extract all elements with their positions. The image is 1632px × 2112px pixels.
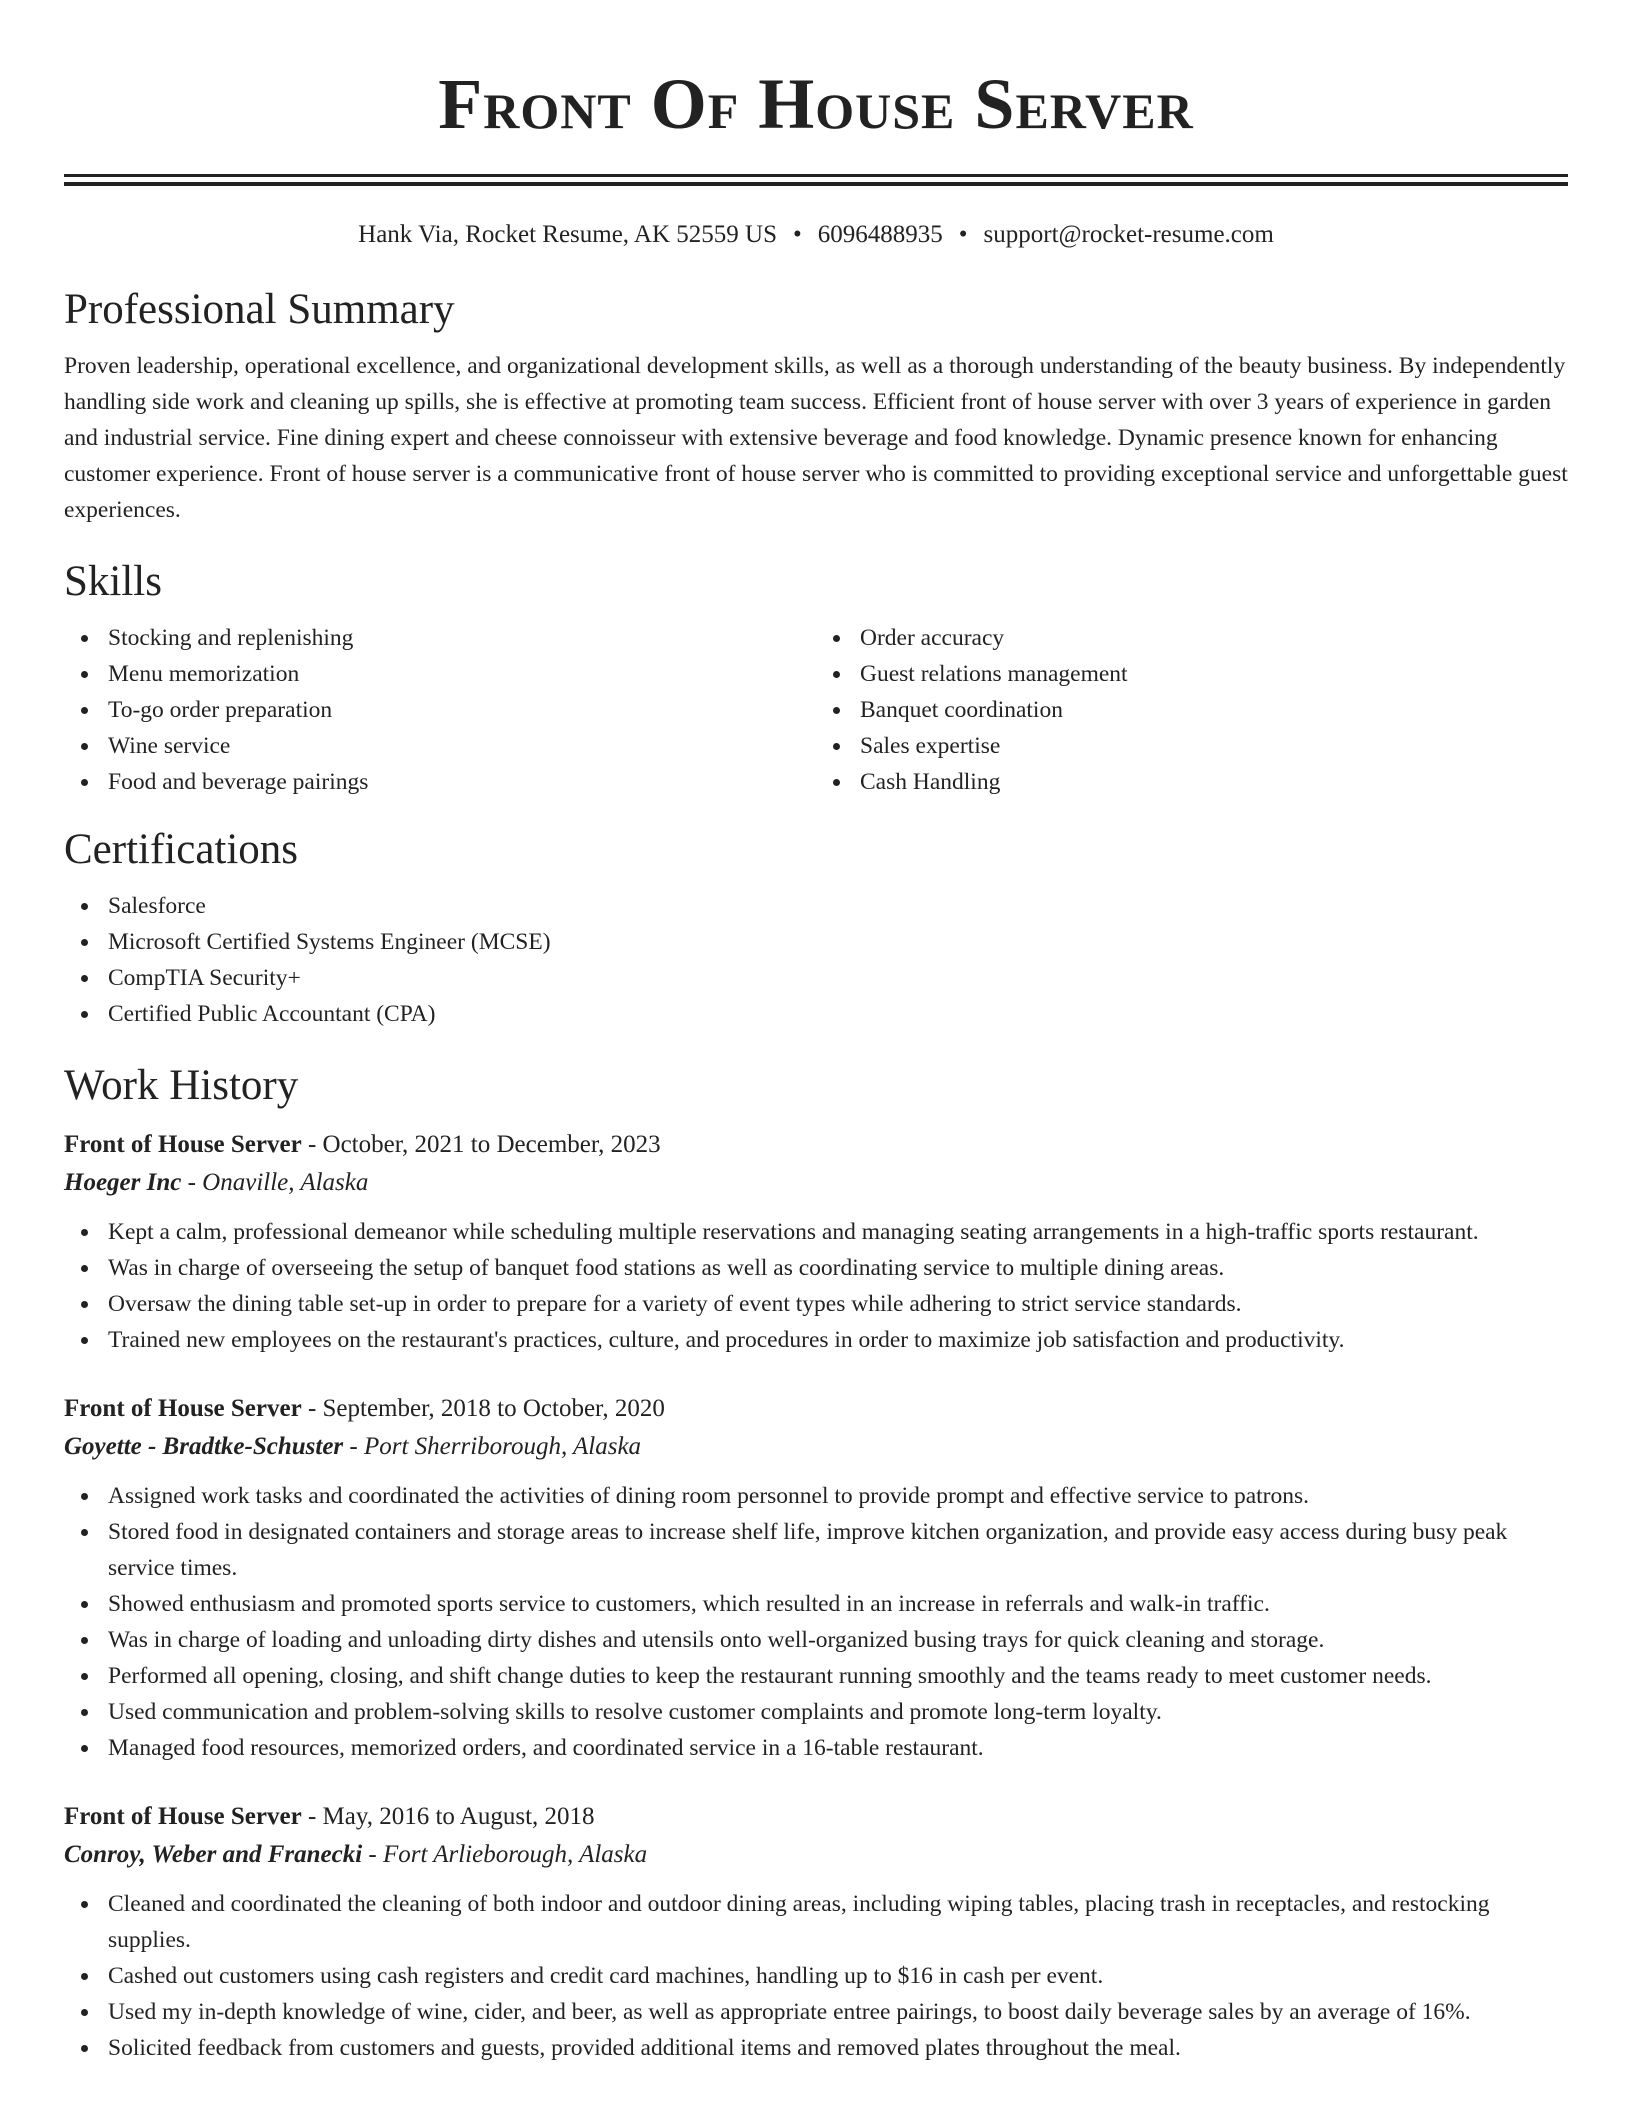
certifications-heading: Certifications (64, 826, 299, 873)
job-title: Front of House Server (64, 1803, 302, 1830)
job-bullets (64, 1478, 1568, 1766)
skill-item: Banquet coordination (860, 692, 1568, 728)
skill-item: Menu memorization (108, 656, 816, 692)
job-bullet: Kept a calm, professional demeanor while scheduling multiple reservations and managing seating arrangements in a high-traffic sports restaurant. (108, 1214, 1568, 1250)
certification-item: Certified Public Accountant (CPA) (108, 996, 1568, 1032)
job-company-line (64, 1164, 1568, 1202)
job-dates: - September, 2018 to October, 2020 (301, 1395, 665, 1422)
job-bullet: Used my in-depth knowledge of wine, cider, and beer, as well as appropriate entree pairings, to boost daily beverage sales by an average of 16%. (108, 1994, 1568, 2030)
job-company-line (64, 1428, 1568, 1466)
skills-heading: Skills (64, 558, 162, 605)
skill-item: To-go order preparation (108, 692, 816, 728)
work-history-heading: Work History (64, 1062, 299, 1109)
job-bullet: Cashed out customers using cash registers and credit card machines, handling up to $16 in cash per event. (108, 1958, 1568, 1994)
job-bullet: Showed enthusiasm and promoted sports service to customers, which resulted in an increase in referrals and walk-in traffic. (108, 1586, 1568, 1622)
job-bullet: Solicited feedback from customers and guests, provided additional items and removed plates throughout the meal. (108, 2030, 1568, 2066)
skill-item: Guest relations management (860, 656, 1568, 692)
skill-item: Cash Handling (860, 764, 1568, 800)
skills-column-right (816, 620, 1568, 800)
job-bullet: Was in charge of loading and unloading dirty dishes and utensils onto well-organized busing trays for quick cleaning and storage. (108, 1622, 1568, 1658)
contact-phone: 6096488935 (817, 221, 943, 248)
skill-item: Stocking and replenishing (108, 620, 816, 656)
skills-column-left (64, 620, 816, 800)
job-company: Conroy, Weber and Franecki (64, 1841, 363, 1868)
contact-address: Hank Via, Rocket Resume, AK 52559 US (358, 221, 777, 248)
job-company-line (64, 1836, 1568, 1874)
certification-item: CompTIA Security+ (108, 960, 1568, 996)
job-title: Front of House Server (64, 1395, 302, 1422)
job-company: Goyette - Bradtke-Schuster (64, 1433, 344, 1460)
job-bullets (64, 1214, 1568, 1358)
skill-item: Wine service (108, 728, 816, 764)
title-divider (64, 174, 1568, 186)
skill-item: Sales expertise (860, 728, 1568, 764)
job-entry (64, 1798, 1568, 2066)
skill-item: Order accuracy (860, 620, 1568, 656)
job-entry (64, 1126, 1568, 1358)
contact-separator: • (793, 221, 802, 248)
certifications-list (64, 888, 1568, 1032)
job-bullets (64, 1886, 1568, 2066)
contact-email: support@rocket-resume.com (983, 221, 1274, 248)
job-bullet: Trained new employees on the restaurant's practices, culture, and procedures in order to maximize job satisfaction and productivity. (108, 1322, 1568, 1358)
summary-heading: Professional Summary (64, 286, 455, 333)
skill-item: Food and beverage pairings (108, 764, 816, 800)
job-location: - Onaville, Alaska (181, 1169, 369, 1196)
job-bullet: Used communication and problem-solving skills to resolve customer complaints and promote long-term loyalty. (108, 1694, 1568, 1730)
job-bullet: Stored food in designated containers and storage areas to increase shelf life, improve kitchen organization, and provide easy access during busy peak service times. (108, 1514, 1568, 1586)
job-location: - Port Sherriborough, Alaska (343, 1433, 642, 1460)
job-title-line (64, 1798, 1568, 1836)
job-bullet: Oversaw the dining table set-up in order to prepare for a variety of event types while adhering to strict service standards. (108, 1286, 1568, 1322)
job-location: - Fort Arlieborough, Alaska (362, 1841, 648, 1868)
job-bullet: Managed food resources, memorized orders, and coordinated service in a 16-table restaurant. (108, 1730, 1568, 1766)
resume-title: Front Of House Server (438, 64, 1194, 144)
certification-item: Salesforce (108, 888, 1568, 924)
job-bullet: Cleaned and coordinated the cleaning of both indoor and outdoor dining areas, including wiping tables, placing trash in receptacles, and restocking supplies. (108, 1886, 1568, 1958)
summary-text: Proven leadership, operational excellence, and organizational development skills, as well as a thorough understanding of the beauty business. By independently handling side work and cleaning up spills, she is effective at promoting team success. Efficient front of house server with over 3 years of experience in garden and industrial service. Fine dining expert and cheese connoisseur with extensive beverage and food knowledge. Dynamic presence known for enhancing customer experience. Front of house server is a communicative front of house server who is committed to providing exceptional service and unforgettable guest experiences. (64, 353, 1568, 523)
job-title-line (64, 1390, 1568, 1428)
job-bullet: Assigned work tasks and coordinated the activities of dining room personnel to provide prompt and effective service to patrons. (108, 1478, 1568, 1514)
job-company: Hoeger Inc (64, 1169, 182, 1196)
job-title: Front of House Server (64, 1131, 302, 1158)
job-title-line (64, 1126, 1568, 1164)
contact-line (64, 218, 1568, 252)
certification-item: Microsoft Certified Systems Engineer (MCSE) (108, 924, 1568, 960)
job-bullet: Performed all opening, closing, and shift change duties to keep the restaurant running smoothly and the teams ready to meet customer needs. (108, 1658, 1568, 1694)
job-entry (64, 1390, 1568, 1766)
resume-page (64, 0, 1568, 2066)
job-dates: - May, 2016 to August, 2018 (301, 1803, 595, 1830)
job-bullet: Was in charge of overseeing the setup of banquet food stations as well as coordinating service to multiple dining areas. (108, 1250, 1568, 1286)
contact-separator: • (958, 221, 968, 248)
skills-list (64, 620, 1568, 800)
job-dates: - October, 2021 to December, 2023 (301, 1131, 661, 1158)
